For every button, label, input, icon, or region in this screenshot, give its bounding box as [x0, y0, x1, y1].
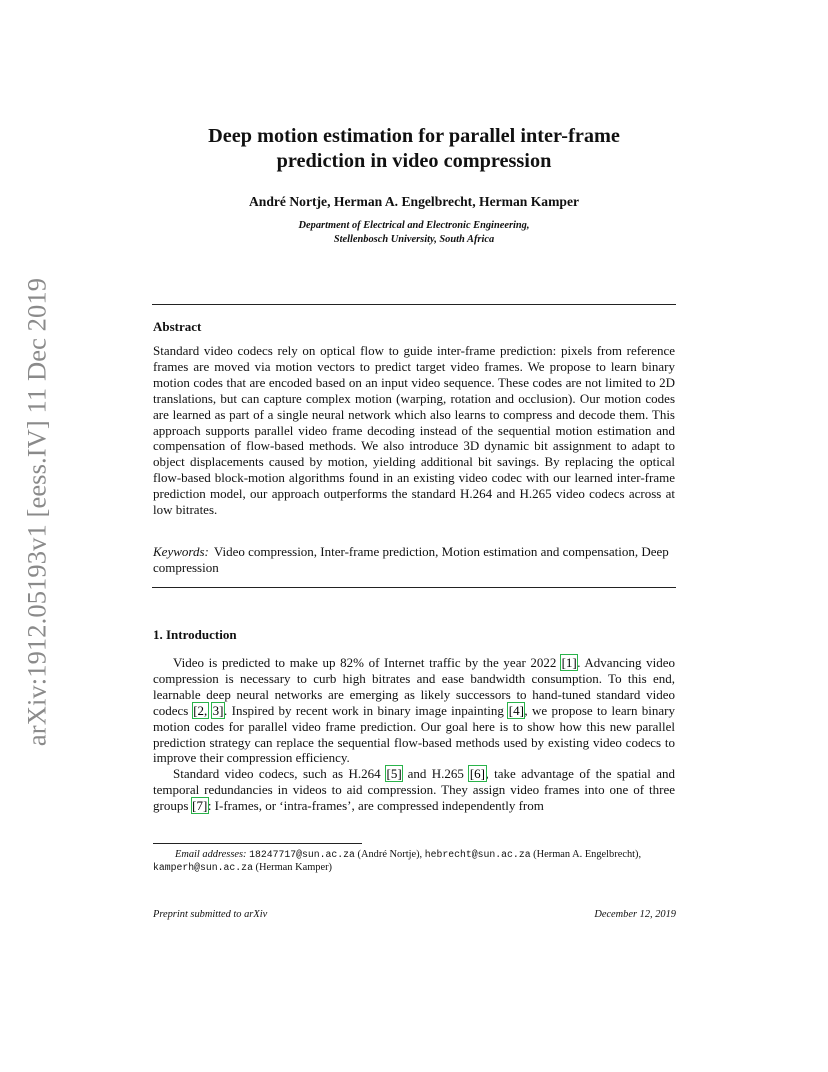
citation-link-2[interactable]: [2, — [193, 702, 208, 718]
keywords-label: Keywords: — [153, 544, 209, 559]
text-run: and H.265 — [402, 766, 470, 782]
text-run: Standard video codecs, such as H.264 — [173, 766, 386, 782]
text-run: , take advantage of the spatial and temporal redundancies in videos to aid compression. They assign video frames into one of three groups — [153, 766, 675, 814]
title-line-1: Deep motion estimation for parallel inter-frame — [208, 125, 620, 147]
affiliation-line-1: Department of Electrical and Electronic Engineering, — [298, 220, 530, 231]
affiliation — [152, 219, 676, 247]
citation-link-7[interactable]: [7] — [192, 798, 208, 814]
paper-title — [152, 124, 676, 174]
keywords — [153, 544, 675, 576]
footnote-name: (Herman A. Engelbrecht), — [530, 849, 642, 860]
author-list: André Nortje, Herman A. Engelbrecht, Herman Kamper — [248, 194, 580, 209]
footer-date: December 12, 2019 — [594, 909, 676, 920]
email-link-engelbrecht[interactable]: hebrecht@sun.ac.za — [424, 849, 531, 860]
text-run: . Inspired by recent work in binary image inpainting — [224, 702, 509, 718]
citation-link-3[interactable]: 3] — [212, 702, 224, 718]
preprint-note: Preprint submitted to arXiv — [153, 909, 268, 920]
arxiv-identifier-stamp: arXiv:1912.05193v1 [eess.IV] 11 Dec 2019 — [21, 277, 52, 747]
text-run: : I-frames, or ‘intra-frames’, are compressed independently from — [207, 798, 544, 814]
text-run: Video is predicted to make up 82% of Internet traffic by the year 2022 — [173, 655, 562, 670]
footnote-rule — [153, 843, 362, 844]
introduction-heading: 1. Introduction — [153, 627, 237, 642]
citation-link-6[interactable]: [6] — [469, 766, 485, 782]
abstract-heading: Abstract — [153, 319, 202, 334]
email-footnote — [153, 848, 675, 874]
introduction-paragraph-2 — [153, 766, 675, 814]
title-line-2: prediction in video compression — [276, 150, 552, 172]
text-run: , we propose to learn binary motion codes for parallel video frame prediction. Our goal here is to show how this new parallel prediction strategy can replace the sequential flow-based methods used by existing video codecs to improve their compression efficiency. — [153, 702, 676, 766]
email-link-nortje[interactable]: 18247717@sun.ac.za — [249, 849, 355, 860]
citation-link-5[interactable]: [5] — [386, 766, 402, 782]
abstract-body: Standard video codecs rely on optical flow to guide inter-frame prediction: pixels from reference frames are moved via motion vectors to predict target video frames. We propose to learn binary motion codes that are encoded based on an input video sequence. These codes are not limited to 2D translations, but can capture complex motion (warping, rotation and occlusion). Our motion codes are learned as part of a single neural network which also learns to compress and decode them. This approach supports parallel video frame decoding instead of the sequential motion estimation and compensation of flow-based methods. We also introduce 3D dynamic bit assignment to adapt to object displacements caused by motion, yielding additional bit savings. By replacing the optical flow-based block-motion algorithms found in an existing video codec with our learned inter-frame prediction model, our approach outperforms the standard H.264 and H.265 video codecs across at low bitrates. — [153, 343, 675, 518]
affiliation-line-2: Stellenbosch University, South Africa — [333, 234, 495, 245]
keywords-text: Video compression, Inter-frame prediction, Motion estimation and compensation, Deep compression — [153, 544, 669, 575]
abstract-top-rule — [152, 304, 676, 305]
introduction-body — [153, 655, 675, 814]
text-run: . Advancing video compression is necessary to curb high bitrates and ease bandwidth consumption. To this end, learnable deep neural networks are emerging as likely successors to hand-tuned standard video codecs — [153, 655, 675, 718]
footnote-name: (André Nortje), — [354, 849, 425, 860]
footnote-name: (Herman Kamper) — [252, 862, 332, 873]
email-link-kamper[interactable]: kamperh@sun.ac.za — [153, 862, 253, 873]
introduction-paragraph-1 — [153, 655, 675, 766]
citation-link-1[interactable]: [1] — [561, 655, 577, 670]
citation-link-4[interactable]: [4] — [508, 702, 524, 718]
abstract-bottom-rule — [152, 587, 676, 588]
footnote-label: Email addresses: — [175, 849, 247, 860]
